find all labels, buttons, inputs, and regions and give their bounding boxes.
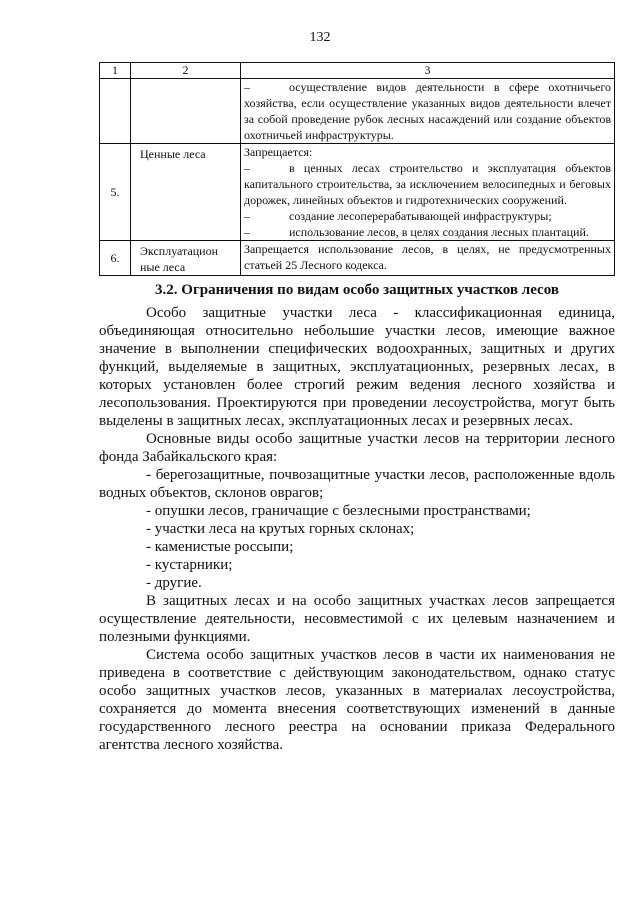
restriction-item: – создание лесоперерабатывающей инфраструктуры; [244, 209, 552, 223]
row-restriction-cell: Запрещается использование лесов, в целях, не предусмотренных статьей 25 Лесного кодекса. [241, 241, 615, 276]
column-header-3: 3 [241, 63, 615, 79]
section-title: 3.2. Ограничения по видам особо защитных участков лесов [155, 282, 559, 298]
restriction-item: – в ценных лесах строительство и эксплуатация объектов капитального строительства, за исключением велосипедных и беговых дорожек, линейных объектов и гидротехнических сооружений. [244, 161, 611, 207]
row-restriction-cell [241, 144, 615, 241]
table-row [100, 241, 615, 276]
page-number: 132 [309, 30, 331, 45]
paragraph: Основные виды особо защитные участки лесов на территории лесного фонда Забайкальского края: [99, 431, 615, 465]
row-name-cell: Ценные леса [131, 144, 241, 241]
restrictions-table [99, 62, 615, 276]
column-header-1: 1 [100, 63, 131, 79]
list-item: - берегозащитные, почвозащитные участки лесов, расположенные вдоль водных объектов, склонов оврагов; [99, 467, 615, 501]
list-item: - каменистые россыпи; [146, 539, 294, 555]
list-item: - другие. [146, 575, 202, 591]
row-name-cell: Эксплуатацион ные леса [131, 241, 241, 276]
list-item: - кустарники; [146, 557, 233, 573]
paragraph: Особо защитные участки леса - классификационная единица, объединяющая относительно небольшие участки лесов, имеющие важное значение в выполнении специфических водоохранных, защитных и других функций, выделяемые в защитных, эксплуатационных, резервных лесах, в которых установлен более строгий режим ведения лесного хозяйства и лесопользования. Проектируются при проведении лесоустройства, могут быть выделены в защитных лесах, эксплуатационных лесах и резервных лесах. [99, 305, 615, 429]
restriction-item: – использование лесов, в целях создания лесных плантаций. [244, 225, 589, 239]
restriction-intro: Запрещается: [244, 145, 313, 159]
row-number-cell: 5. [100, 144, 131, 241]
table-header-row [100, 63, 615, 79]
restriction-item: – осуществление видов деятельности в сфере охотничьего хозяйства, если осуществление указанных видов деятельности влечет за собой проведение рубок лесных насаждений или создание объектов охотничьей инфраструктуры. [244, 80, 611, 142]
row-restriction-cell [241, 79, 615, 144]
column-header-2: 2 [131, 63, 241, 79]
table-row [100, 144, 615, 241]
row-name-cell [131, 79, 241, 144]
paragraph: Система особо защитных участков лесов в части их наименования не приведена в соответствие с действующим законодательством, однако статус особо защитных участков лесов, указанных в материалах лесоустройства, сохраняется до момента внесения соответствующих изменений в данные государственного лесного реестра на основании приказа Федерального агентства лесного хозяйства. [99, 647, 615, 753]
paragraph: В защитных лесах и на особо защитных участках лесов запрещается осуществление деятельности, несовместимой с их целевым назначением и полезными функциями. [99, 593, 615, 645]
row-number-cell: 6. [100, 241, 131, 276]
section-body [99, 304, 615, 754]
row-number-cell [100, 79, 131, 144]
dash-marker: – [244, 161, 250, 175]
list-item: - опушки лесов, граничащие с безлесными пространствами; [146, 503, 531, 519]
dash-marker: – [244, 209, 250, 223]
table-row [100, 79, 615, 144]
dash-marker: – [244, 80, 250, 94]
list-item: - участки леса на крутых горных склонах; [146, 521, 415, 537]
dash-marker: – [244, 225, 250, 239]
